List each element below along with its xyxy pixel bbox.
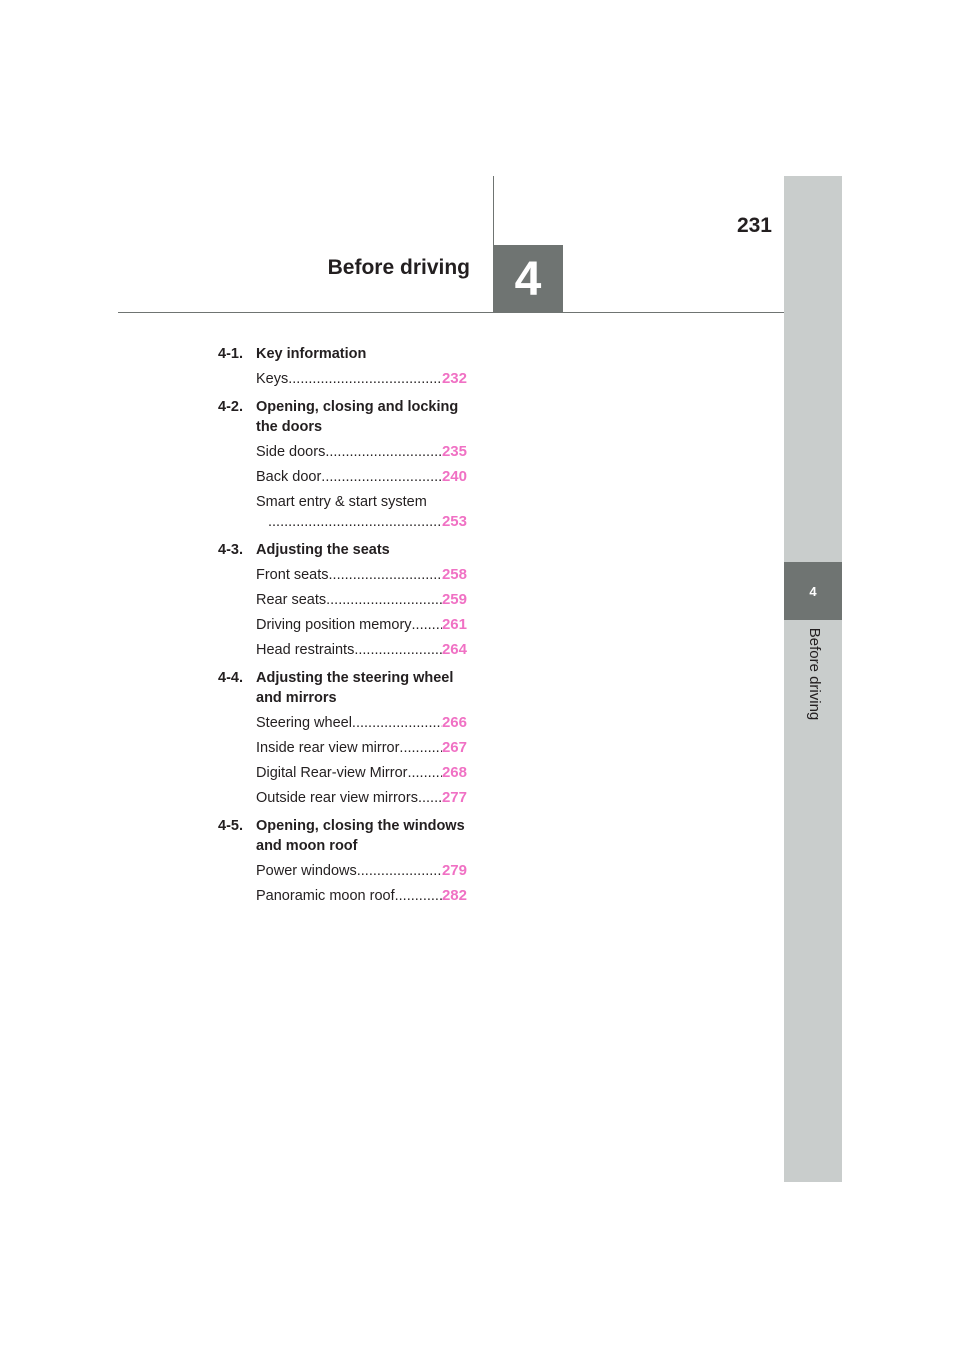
dot-leader (407, 763, 442, 783)
side-tab-label: Before driving (806, 627, 823, 721)
dot-leader (325, 442, 442, 462)
section-title: Adjusting the seats (256, 542, 390, 558)
section-title: Opening, closing and locking the doors (256, 399, 459, 435)
page-link[interactable]: 235 (441, 443, 467, 460)
toc-section-4-2 (218, 397, 467, 532)
entry-label: Head restraints (256, 642, 355, 658)
entry-label: Keys (256, 371, 289, 387)
entry-label: Panoramic moon roof (256, 888, 395, 904)
page-link[interactable]: 264 (441, 641, 467, 658)
section-heading[interactable] (218, 397, 467, 437)
entry-label: Front seats (256, 567, 329, 583)
page-link[interactable]: 232 (441, 370, 467, 387)
toc-entry-driving-position-memory[interactable] (256, 615, 467, 635)
toc-entry-head-restraints[interactable] (256, 640, 467, 660)
entry-label: Driving position memory (256, 617, 412, 633)
entry-label: Inside rear view mirror (256, 740, 400, 756)
dot-leader (357, 861, 442, 881)
entry-label: Digital Rear-view Mirror (256, 765, 408, 781)
page-link[interactable]: 253 (441, 513, 467, 530)
page-link[interactable]: 258 (441, 566, 467, 583)
dot-leader (352, 713, 442, 733)
entry-label: Outside rear view mirrors (256, 790, 418, 806)
section-number: 4-3. (218, 542, 243, 558)
dot-leader (268, 512, 442, 532)
section-title: Opening, closing the windows and moon roof (256, 818, 465, 854)
dot-leader (326, 590, 442, 610)
dot-leader (399, 738, 442, 758)
table-of-contents (218, 344, 467, 914)
toc-section-4-3 (218, 540, 467, 660)
toc-entry-inside-rear-view-mirror[interactable] (256, 738, 467, 758)
page-link[interactable]: 268 (441, 764, 467, 781)
dot-leader (321, 467, 442, 487)
dot-leader (329, 565, 442, 585)
section-heading[interactable] (218, 540, 467, 560)
dot-leader (418, 788, 442, 808)
page-link[interactable]: 259 (441, 591, 467, 608)
page-link[interactable]: 261 (441, 616, 467, 633)
entry-label: Power windows (256, 863, 357, 879)
section-heading[interactable] (218, 344, 467, 364)
section-title: Key information (256, 346, 367, 362)
page-link[interactable]: 267 (441, 739, 467, 756)
toc-section-4-4 (218, 668, 467, 808)
header-horizontal-rule (118, 312, 784, 313)
page-link[interactable]: 277 (441, 789, 467, 806)
entry-label: Rear seats (256, 592, 327, 608)
entry-label: Back door (256, 469, 322, 485)
toc-entry-steering-wheel[interactable] (256, 713, 467, 733)
page-link[interactable]: 266 (441, 714, 467, 731)
section-heading[interactable] (218, 668, 467, 708)
toc-section-4-1 (218, 344, 467, 389)
toc-entry-rear-seats[interactable] (256, 590, 467, 610)
toc-entry-smart-entry[interactable] (256, 492, 467, 532)
toc-entry-back-door[interactable] (256, 467, 467, 487)
header-vertical-rule (493, 176, 494, 246)
section-number: 4-4. (218, 670, 243, 686)
section-heading[interactable] (218, 816, 467, 856)
dot-leader (354, 640, 442, 660)
entry-label: Side doors (256, 444, 326, 460)
toc-section-4-5 (218, 816, 467, 906)
entry-label: Steering wheel (256, 715, 352, 731)
toc-entry-outside-rear-view-mirrors[interactable] (256, 788, 467, 808)
page-link[interactable]: 279 (441, 862, 467, 879)
page-link[interactable]: 282 (441, 887, 467, 904)
section-number: 4-1. (218, 346, 243, 362)
chapter-number-box: 4 (493, 245, 563, 313)
toc-entry-power-windows[interactable] (256, 861, 467, 881)
toc-entry-keys[interactable] (256, 369, 467, 389)
chapter-title: Before driving (327, 256, 470, 279)
toc-entry-digital-rear-view-mirror[interactable] (256, 763, 467, 783)
page-number: 231 (736, 214, 772, 237)
page-link[interactable]: 240 (441, 468, 467, 485)
side-tab-number[interactable]: 4 (784, 562, 842, 620)
section-number: 4-2. (218, 399, 243, 415)
dot-leader (395, 886, 442, 906)
toc-entry-side-doors[interactable] (256, 442, 467, 462)
toc-entry-panoramic-moon-roof[interactable] (256, 886, 467, 906)
section-number: 4-5. (218, 818, 243, 834)
entry-label: Smart entry & start system (256, 494, 427, 510)
dot-leader (288, 369, 442, 389)
toc-entry-front-seats[interactable] (256, 565, 467, 585)
dot-leader (412, 615, 442, 635)
section-title: Adjusting the steering wheel and mirrors (256, 670, 454, 706)
